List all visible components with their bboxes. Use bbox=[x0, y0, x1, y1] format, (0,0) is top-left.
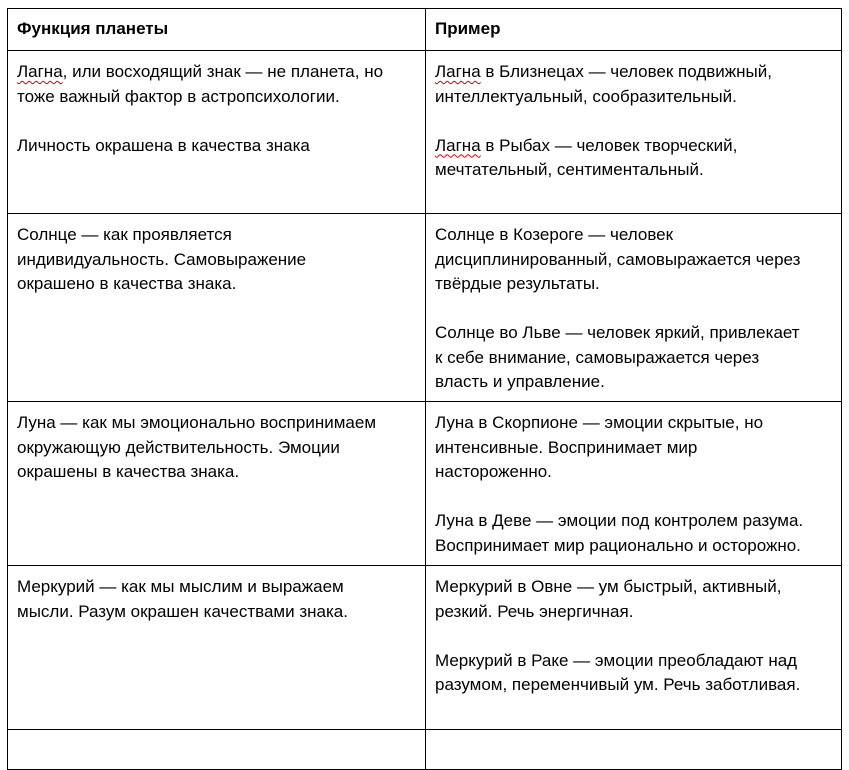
paragraph bbox=[435, 134, 832, 183]
paragraph bbox=[435, 411, 832, 485]
spellcheck-underline: Лагна bbox=[435, 135, 481, 155]
spellcheck-underline: Лагна bbox=[435, 62, 481, 81]
text-line: Меркурий — как мы мыслим и выражаем bbox=[17, 577, 344, 596]
text-line: Меркурий в Овне — ум быстрый, активный, bbox=[435, 577, 782, 596]
text-line: Меркурий в Раке — эмоции преобладают над bbox=[435, 650, 798, 670]
text-line: интеллектуальный, сообразительный. bbox=[435, 86, 737, 106]
text-line: мечтательный, сентиментальный. bbox=[435, 160, 704, 179]
function-cell[interactable] bbox=[8, 402, 426, 566]
table-row bbox=[8, 566, 842, 730]
paragraph bbox=[17, 575, 416, 624]
text-line: Солнце в Козероге — человек bbox=[435, 225, 674, 244]
paragraph bbox=[17, 60, 416, 109]
text-line: интенсивные. Воспринимает мир bbox=[435, 437, 698, 457]
example-cell[interactable] bbox=[426, 51, 842, 214]
header-example: Пример bbox=[426, 9, 842, 51]
table-header-row bbox=[8, 9, 842, 51]
spellcheck-underline: Лагна bbox=[17, 62, 63, 81]
text-line: Лагна в Близнецах — человек подвижный, bbox=[435, 62, 772, 81]
text-line: резкий. Речь энергичная. bbox=[435, 601, 634, 621]
paragraph bbox=[435, 60, 832, 109]
paragraph bbox=[435, 509, 832, 558]
text-line: Воспринимает мир рационально и осторожно. bbox=[435, 535, 801, 555]
paragraph bbox=[435, 321, 832, 395]
text-line: Лагна, или восходящий знак — не планета, но bbox=[17, 62, 384, 81]
function-cell[interactable] bbox=[8, 214, 426, 402]
paragraph bbox=[17, 134, 416, 159]
text-line: Луна — как мы эмоционально воспринимаем bbox=[17, 413, 377, 432]
text-line: окрашены в качества знака. bbox=[17, 462, 240, 481]
table-row bbox=[8, 51, 842, 214]
text-line: к себе внимание, самовыражается через bbox=[435, 347, 760, 367]
example-cell[interactable] bbox=[426, 214, 842, 402]
header-function: Функция планеты bbox=[8, 9, 426, 51]
planet-functions-table bbox=[7, 8, 842, 770]
text-line: окрашено в качества знака. bbox=[17, 274, 237, 293]
text-line: Лагна в Рыбах — человек творческий, bbox=[435, 135, 738, 155]
text-line: дисциплинированный, самовыражается через bbox=[435, 249, 801, 269]
text-line: твёрдые результаты. bbox=[435, 274, 600, 293]
text-line: Личность окрашена в качества знака bbox=[17, 135, 310, 155]
paragraph bbox=[435, 649, 832, 698]
paragraph bbox=[17, 223, 416, 297]
text-line: Луна в Скорпионе — эмоции скрытые, но bbox=[435, 413, 764, 432]
table-row bbox=[8, 402, 842, 566]
function-cell[interactable] bbox=[8, 51, 426, 214]
text-line: Луна в Деве — эмоции под контролем разума. bbox=[435, 511, 804, 530]
text-line: власть и управление. bbox=[435, 372, 605, 391]
text-line: Солнце во Льве — человек яркий, привлекает bbox=[435, 323, 800, 342]
table-row-partial bbox=[8, 730, 842, 770]
text-line: окружающую действительность. Эмоции bbox=[17, 437, 340, 457]
example-cell[interactable] bbox=[426, 566, 842, 730]
function-cell[interactable] bbox=[8, 730, 426, 770]
text-line: индивидуальность. Самовыражение bbox=[17, 249, 307, 269]
example-cell[interactable] bbox=[426, 402, 842, 566]
function-cell[interactable] bbox=[8, 566, 426, 730]
paragraph bbox=[435, 575, 832, 624]
example-cell[interactable] bbox=[426, 730, 842, 770]
table-row bbox=[8, 214, 842, 402]
text-line: разумом, переменчивый ум. Речь заботливая. bbox=[435, 675, 801, 694]
text-line: тоже важный фактор в астропсихологии. bbox=[17, 86, 340, 106]
text-line: Солнце — как проявляется bbox=[17, 225, 232, 244]
paragraph bbox=[435, 223, 832, 297]
paragraph bbox=[17, 411, 416, 485]
text-line: настороженно. bbox=[435, 462, 552, 481]
text-line: мысли. Разум окрашен качествами знака. bbox=[17, 601, 348, 621]
